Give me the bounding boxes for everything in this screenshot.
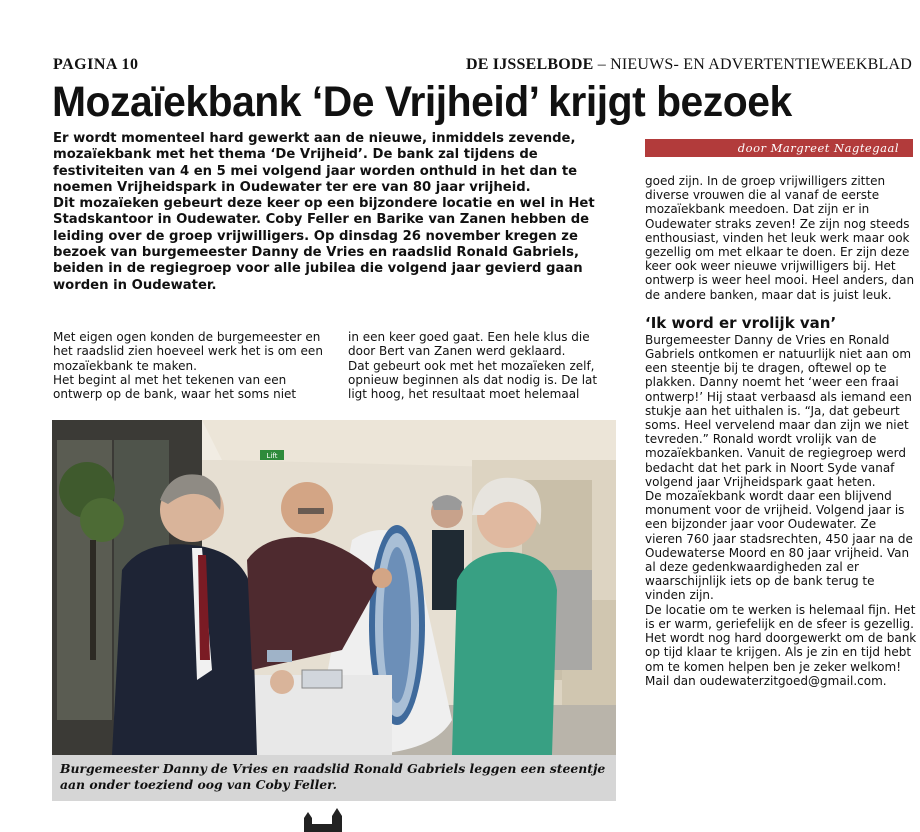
column-2 bbox=[348, 330, 616, 401]
newspaper-tagline: – NIEUWS- EN ADVERTENTIEWEEKBLAD bbox=[597, 56, 912, 73]
column-3-paragraph-2: De mozaïekbank wordt daar een blijvend monument voor de vrijheid. Volgend jaar is een bijzonder jaar voor Oudewater. Ze vieren 760 jaar stadsrechten, 450 jaar na de Oudewaterse Moord en 80 jaar vrijheid. Van al deze gedenkwaardigheden zal er waarschijnlijk iets op de bank terug te vinden zijn. bbox=[645, 489, 913, 603]
column-2-paragraph-1: in een keer goed gaat. Een hele klus die door Bert van Zanen werd geklaard. bbox=[348, 330, 590, 359]
column-1 bbox=[53, 330, 325, 401]
column-3-paragraph-3: De locatie om te werken is helemaal fijn. Het is er warm, geriefelijk en de sfeer is gezellig. Het wordt nog hard doorgewerkt om de bank op tijd klaar te krijgen. Als je zin en tijd hebt om te komen helpen ben je zeker welkom! Mail dan oudewaterzitgoed@gmail.com. bbox=[645, 602, 917, 688]
lift-sign: Lift bbox=[266, 452, 278, 460]
photo-caption: Burgemeester Danny de Vries en raadslid Ronald Gabriels leggen een steentje aan onder toeziend oog van Coby Feller. bbox=[52, 755, 616, 801]
photo-illustration bbox=[52, 420, 616, 755]
lead-paragraph-2: Dit mozaïeken gebeurt deze keer op een bijzondere locatie en wel in Het Stadskantoor in Oudewater. Coby Feller en Barike van Zanen hebben de leiding over de groep vrijwilligers. Op dinsdag 26 november kregen ze bezoek van burgemeester Danny de Vries en raadslid Ronald Gabriels, beiden in de regiegroep voor alle jubilea die volgend jaar gevierd gaan worden in Oudewater. bbox=[53, 196, 595, 293]
article-headline: Mozaïekbank ‘De Vrijheid’ krijgt bezoek bbox=[52, 78, 792, 126]
column-1-paragraph-1: Met eigen ogen konden de burgemeester en het raadslid zien hoeveel werk het is om een mozaïekbank te maken. bbox=[53, 330, 323, 373]
column-2-paragraph-2: Dat gebeurt ook met het mozaïeken zelf, opnieuw beginnen als dat nodig is. De lat ligt hoog, het resultaat moet helemaal bbox=[348, 358, 598, 402]
article-lead bbox=[53, 131, 613, 294]
lead-paragraph-1: Er wordt momenteel hard gewerkt aan de nieuwe, inmiddels zevende, mozaïekbank met het thema ‘De Vrijheid’. De bank zal tijdens de festiviteiten van 4 en 5 mei volgend jaar worden onthuld in het dan te noemen Vrijheidspark in Oudewater ter ere van 80 jaar vrijheid. bbox=[53, 131, 578, 195]
newspaper-masthead bbox=[466, 56, 912, 74]
article-photo bbox=[52, 420, 616, 755]
column-1-paragraph-2: Het begint al met het tekenen van een ontwerp op de bank, waar het soms niet bbox=[53, 372, 297, 402]
column-3-paragraph-1: Burgemeester Danny de Vries en Ronald Gabriels ontkomen er natuurlijk niet aan om een steentje bij te dragen, oftewel op te plakken. Danny noemt het ‘weer een fraai ontwerp!’ Hij staat verbaasd als iemand een stukje aan het uithalen is. “Ja, dat gebeurt soms. Heel vervelend maar dan zijn we niet tevreden.” Ronald wordt vrolijk van de mozaïekbanken. Vanuit de regiegroep werd bedacht dat het park in Noort Syde vanaf volgend jaar Vrijheidspark gaat heten. bbox=[645, 332, 912, 489]
column-3 bbox=[645, 174, 917, 688]
page-number: PAGINA 10 bbox=[53, 56, 139, 73]
column-3-intro: goed zijn. In de groep vrijwilligers zitten diverse vrouwen die al vanaf de eerste mozaïekbank meedoen. Dat zijn er in Oudewater straks zeven! Ze zijn nog steeds enthousiast, vinden het leuk werk maar ook gezellig om met elkaar te doen. Er zijn deze keer ook weer nieuwe vrijwilligers bij. Het ontwerp is weer heel mooi. Heel anders, dan de andere banken, maar dat is juist leuk. bbox=[645, 174, 915, 302]
byline: door Margreet Nagtegaal bbox=[645, 139, 913, 157]
castle-logo-icon bbox=[296, 806, 356, 832]
subheading: ‘Ik word er vrolijk van’ bbox=[645, 313, 837, 332]
newspaper-name: DE IJSSELBODE bbox=[465, 56, 594, 73]
